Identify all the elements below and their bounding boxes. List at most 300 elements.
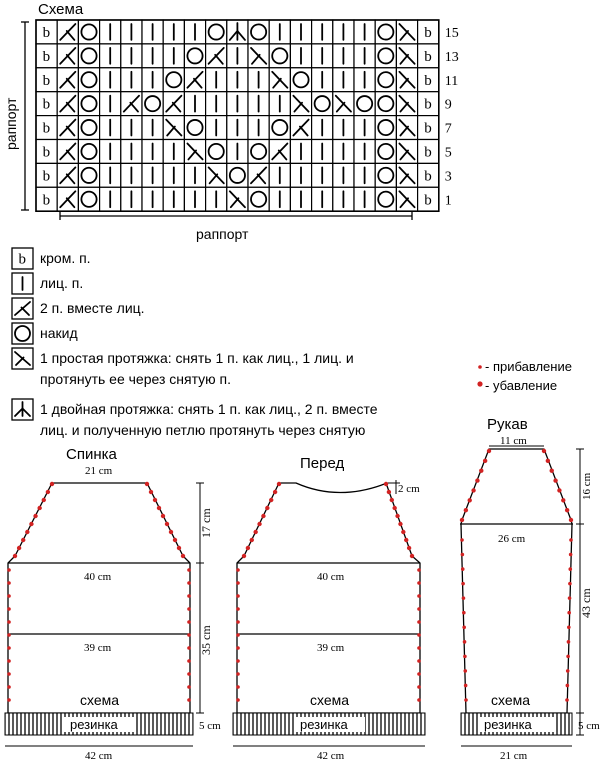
- svg-text:b: b: [42, 48, 51, 65]
- shaping-mark: [475, 478, 479, 482]
- shaping-mark: [161, 514, 165, 518]
- shaping-mark: [21, 538, 25, 542]
- row-number: 13: [444, 49, 459, 65]
- shaping-mark: [417, 646, 421, 650]
- front-chest-measure: 40 cm: [317, 571, 345, 583]
- chart-cell-knit-stitch-icon: [333, 140, 354, 164]
- chart-cell-yarn-over-icon: [206, 20, 227, 44]
- shaping-mark: [7, 594, 11, 598]
- chart-cell-knit-stitch-icon: [269, 20, 290, 44]
- svg-text:b: b: [42, 144, 51, 161]
- stitch-chart-grid: [36, 20, 439, 211]
- svg-text:b: b: [424, 120, 432, 137]
- shaping-mark: [550, 469, 554, 473]
- chart-cell-edge-stitch-icon: [36, 20, 57, 44]
- shaping-mark: [565, 508, 569, 512]
- shaping-mark: [417, 581, 421, 585]
- chart-cell-simple-pass-icon: [333, 92, 354, 116]
- front-title: Перед: [300, 455, 345, 472]
- chart-cell-knit-stitch-icon: [354, 20, 375, 44]
- shaping-mark: [187, 620, 191, 624]
- shaping-mark: [7, 620, 11, 624]
- knit-stitch-icon: [12, 273, 33, 294]
- chart-cell-simple-pass-icon: [163, 116, 184, 140]
- chart-cell-k2tog-icon: [57, 187, 78, 211]
- legend-text: кром. п.: [40, 250, 91, 266]
- chart-cell-knit-stitch-icon: [163, 140, 184, 164]
- chart-cell-knit-stitch-icon: [290, 187, 311, 211]
- chart-cell-edge-stitch-icon: [36, 68, 57, 92]
- shaping-mark: [37, 506, 41, 510]
- legend-text: лиц. и полученную петлю протянуть через снятую: [40, 422, 366, 438]
- svg-text:b: b: [42, 96, 51, 113]
- bottom-repeat-bracket: [60, 212, 412, 220]
- row-number: 1: [444, 193, 452, 209]
- back-piece: [5, 446, 221, 762]
- shaping-mark: [236, 607, 240, 611]
- chart-cell-knit-stitch-icon: [227, 68, 248, 92]
- shaping-mark: [7, 659, 11, 663]
- shaping-mark: [7, 685, 11, 689]
- front-rib-label: резинка: [300, 717, 348, 732]
- shaping-mark: [566, 684, 570, 688]
- shaping-mark: [236, 568, 240, 572]
- chart-cell-knit-stitch-icon: [333, 68, 354, 92]
- chart-cell-knit-stitch-icon: [142, 116, 163, 140]
- chart-cell-knit-stitch-icon: [354, 187, 375, 211]
- side-repeat-bracket: [21, 22, 29, 210]
- shaping-mark: [236, 581, 240, 585]
- chart-cell-yarn-over-icon: [312, 92, 333, 116]
- svg-text:b: b: [42, 192, 51, 209]
- shaping-mark: [460, 538, 464, 542]
- shaping-mark: [395, 514, 399, 518]
- chart-cell-knit-stitch-icon: [290, 44, 311, 68]
- chart-cell-k2tog-icon: [57, 140, 78, 164]
- shaping-mark: [7, 698, 11, 702]
- chart-cell-knit-stitch-icon: [290, 163, 311, 187]
- chart-cell-simple-pass-icon: [227, 187, 248, 211]
- chart-cell-knit-stitch-icon: [227, 92, 248, 116]
- row-number: 11: [444, 73, 459, 89]
- decrease-mark-icon: [477, 381, 482, 386]
- chart-cell-k2tog-icon: [163, 92, 184, 116]
- chart-cell-simple-pass-icon: [290, 92, 311, 116]
- sleeve-increase-decrease-marks: [460, 449, 573, 702]
- svg-text:b: b: [424, 72, 432, 89]
- shaping-mark: [153, 498, 157, 502]
- chart-cell-knit-stitch-icon: [142, 20, 163, 44]
- shaping-mark: [181, 554, 185, 558]
- chart-cell-k2tog-icon: [57, 163, 78, 187]
- chart-cell-knit-stitch-icon: [227, 44, 248, 68]
- shaping-mark: [149, 490, 153, 494]
- chart-cell-k2tog-icon: [57, 68, 78, 92]
- shaping-mark: [187, 581, 191, 585]
- shaping-mark: [461, 553, 465, 557]
- shaping-mark: [417, 620, 421, 624]
- shaping-mark: [553, 478, 557, 482]
- svg-text:b: b: [42, 24, 51, 41]
- chart-cell-knit-stitch-icon: [333, 187, 354, 211]
- back-bottom-measure: 42 cm: [85, 750, 113, 762]
- shaping-mark: [471, 488, 475, 492]
- svg-text:b: b: [424, 48, 432, 65]
- chart-cell-knit-stitch-icon: [100, 163, 121, 187]
- chart-cell-knit-stitch-icon: [142, 44, 163, 68]
- chart-cell-yarn-over-icon: [375, 163, 396, 187]
- edge-stitch-icon: [12, 248, 33, 269]
- shaping-mark: [568, 582, 572, 586]
- yarn-over-icon: [12, 323, 33, 344]
- back-decrease-marks: [7, 482, 191, 702]
- chart-cell-knit-stitch-icon: [248, 92, 269, 116]
- chart-cell-yarn-over-icon: [375, 187, 396, 211]
- chart-cell-knit-stitch-icon: [354, 68, 375, 92]
- chart-cell-knit-stitch-icon: [121, 20, 142, 44]
- chart-cell-knit-stitch-icon: [184, 92, 205, 116]
- chart-cell-knit-stitch-icon: [290, 20, 311, 44]
- shaping-mark: [569, 538, 573, 542]
- chart-cell-knit-stitch-icon: [100, 116, 121, 140]
- shaping-mark: [50, 482, 54, 486]
- back-chest-measure: 40 cm: [84, 571, 112, 583]
- legend-item: [12, 348, 354, 387]
- chart-cell-knit-stitch-icon: [354, 44, 375, 68]
- chart-cell-knit-stitch-icon: [121, 163, 142, 187]
- shaping-mark: [257, 522, 261, 526]
- chart-cell-knit-stitch-icon: [312, 163, 333, 187]
- scheme-title: Схема: [38, 1, 84, 18]
- legend-text: накид: [40, 325, 78, 341]
- back-armhole-measure: 17 cm: [199, 508, 213, 538]
- chart-cell-knit-stitch-icon: [163, 20, 184, 44]
- svg-text:b: b: [424, 24, 432, 41]
- chart-cell-edge-stitch-icon: [418, 187, 439, 211]
- front-scheme-label: схема: [310, 692, 350, 708]
- shaping-mark: [42, 498, 46, 502]
- bottom-repeat-label: раппорт: [196, 226, 249, 242]
- sleeve-bottom-measure: 21 cm: [500, 750, 528, 762]
- chart-cell-yarn-over-icon: [375, 92, 396, 116]
- chart-cell-yarn-over-icon: [78, 187, 99, 211]
- chart-cell-edge-stitch-icon: [418, 140, 439, 164]
- shaping-mark: [277, 482, 281, 486]
- chart-cell-k2tog-icon: [57, 44, 78, 68]
- chart-cell-knit-stitch-icon: [290, 140, 311, 164]
- chart-cell-knit-stitch-icon: [333, 163, 354, 187]
- chart-cell-k2tog-icon: [57, 92, 78, 116]
- shaping-mark: [187, 698, 191, 702]
- chart-cell-edge-stitch-icon: [36, 44, 57, 68]
- shaping-mark: [417, 659, 421, 663]
- shaping-mark: [407, 546, 411, 550]
- chart-cell-knit-stitch-icon: [100, 140, 121, 164]
- chart-cell-knit-stitch-icon: [100, 68, 121, 92]
- chart-cell-knit-stitch-icon: [312, 44, 333, 68]
- simple-pass-icon: [12, 348, 33, 369]
- shaping-mark: [569, 518, 573, 522]
- shaping-mark: [417, 685, 421, 689]
- symbol-legend: [12, 248, 378, 438]
- chart-cell-knit-stitch-icon: [333, 44, 354, 68]
- shaping-mark: [187, 659, 191, 663]
- svg-text:b: b: [18, 251, 26, 268]
- chart-cell-yarn-over-icon: [142, 92, 163, 116]
- chart-cell-knit-stitch-icon: [312, 68, 333, 92]
- back-scheme-label: схема: [80, 692, 120, 708]
- shaping-mark: [479, 469, 483, 473]
- chart-cell-knit-stitch-icon: [100, 92, 121, 116]
- chart-cell-edge-stitch-icon: [36, 163, 57, 187]
- chart-cell-edge-stitch-icon: [418, 92, 439, 116]
- chart-cell-knit-stitch-icon: [333, 116, 354, 140]
- shaping-mark: [7, 633, 11, 637]
- marks-legend: [477, 359, 572, 393]
- chart-cell-simple-pass-icon: [396, 92, 417, 116]
- shaping-mark: [462, 611, 466, 615]
- chart-cell-edge-stitch-icon: [418, 44, 439, 68]
- chart-cell-edge-stitch-icon: [36, 187, 57, 211]
- legend-item: [12, 298, 145, 319]
- shaping-mark: [157, 506, 161, 510]
- shaping-mark: [187, 607, 191, 611]
- chart-cell-knit-stitch-icon: [121, 140, 142, 164]
- shaping-mark: [17, 546, 21, 550]
- chart-cell-yarn-over-icon: [78, 92, 99, 116]
- chart-cell-yarn-over-icon: [375, 44, 396, 68]
- chart-cell-yarn-over-icon: [269, 116, 290, 140]
- legend-item: [12, 323, 78, 344]
- legend-text: лиц. п.: [40, 275, 84, 291]
- shaping-mark: [173, 538, 177, 542]
- shaping-mark: [463, 655, 467, 659]
- chart-cell-knit-stitch-icon: [312, 187, 333, 211]
- shaping-mark: [187, 633, 191, 637]
- sleeve-scheme-label: схема: [491, 692, 531, 708]
- chart-cell-yarn-over-icon: [78, 44, 99, 68]
- chart-cell-knit-stitch-icon: [227, 140, 248, 164]
- shaping-mark: [464, 508, 468, 512]
- back-waist-measure: 39 cm: [84, 642, 112, 654]
- shaping-mark: [398, 522, 402, 526]
- shaping-mark: [461, 567, 465, 571]
- shaping-mark: [236, 633, 240, 637]
- shaping-mark: [568, 596, 572, 600]
- chart-cell-simple-pass-icon: [269, 68, 290, 92]
- front-neck-depth-measure: 2 cm: [398, 483, 420, 495]
- chart-cell-knit-stitch-icon: [121, 116, 142, 140]
- shaping-mark: [468, 498, 472, 502]
- chart-cell-knit-stitch-icon: [184, 163, 205, 187]
- shaping-mark: [568, 567, 572, 571]
- chart-cell-yarn-over-icon: [375, 140, 396, 164]
- shaping-mark: [462, 625, 466, 629]
- front-waist-measure: 39 cm: [317, 642, 345, 654]
- shaping-mark: [464, 684, 468, 688]
- shaping-mark: [273, 490, 277, 494]
- front-decrease-marks: [236, 482, 421, 702]
- chart-cell-k2tog-icon: [290, 116, 311, 140]
- shaping-mark: [463, 640, 467, 644]
- shaping-mark: [567, 611, 571, 615]
- back-body-height-measure: 35 cm: [199, 625, 213, 655]
- shaping-mark: [7, 607, 11, 611]
- increase-label: - прибавление: [485, 359, 572, 374]
- front-piece: [233, 455, 425, 762]
- chart-cell-edge-stitch-icon: [418, 116, 439, 140]
- chart-cell-yarn-over-icon: [78, 163, 99, 187]
- chart-cell-k2tog-icon: [121, 92, 142, 116]
- shaping-mark: [561, 498, 565, 502]
- chart-cell-knit-stitch-icon: [142, 163, 163, 187]
- chart-cell-yarn-over-icon: [206, 140, 227, 164]
- chart-cell-knit-stitch-icon: [354, 140, 375, 164]
- chart-cell-k2tog-icon: [269, 140, 290, 164]
- row-number: 7: [444, 121, 452, 137]
- legend-item: [12, 273, 83, 294]
- legend-text: 1 простая протяжка: снять 1 п. как лиц., 1 лиц. и: [40, 350, 354, 366]
- chart-cell-edge-stitch-icon: [418, 68, 439, 92]
- chart-cell-knit-stitch-icon: [184, 20, 205, 44]
- row-number: 5: [444, 145, 452, 161]
- back-rib-label: резинка: [70, 717, 118, 732]
- chart-cell-yarn-over-icon: [248, 187, 269, 211]
- shaping-mark: [464, 698, 468, 702]
- shaping-mark: [13, 554, 17, 558]
- shaping-mark: [33, 514, 37, 518]
- chart-cell-knit-stitch-icon: [100, 187, 121, 211]
- sleeve-piece: [460, 416, 600, 762]
- chart-cell-edge-stitch-icon: [418, 20, 439, 44]
- shaping-mark: [145, 482, 149, 486]
- chart-cell-simple-pass-icon: [248, 44, 269, 68]
- shaping-mark: [417, 672, 421, 676]
- chart-cell-knit-stitch-icon: [354, 116, 375, 140]
- row-number: 15: [444, 25, 459, 41]
- shaping-mark: [269, 498, 273, 502]
- chart-cell-k2tog-icon: [57, 116, 78, 140]
- shaping-mark: [187, 594, 191, 598]
- shaping-mark: [401, 530, 405, 534]
- chart-cell-yarn-over-icon: [354, 92, 375, 116]
- shaping-mark: [236, 620, 240, 624]
- back-rib-height-measure: 5 cm: [199, 720, 221, 732]
- svg-text:b: b: [424, 168, 432, 185]
- chart-cell-knit-stitch-icon: [312, 20, 333, 44]
- shaping-mark: [542, 449, 546, 453]
- chart-cell-k2tog-icon: [184, 68, 205, 92]
- chart-cell-knit-stitch-icon: [121, 187, 142, 211]
- chart-cell-yarn-over-icon: [184, 44, 205, 68]
- sleeve-length-measure: 43 cm: [579, 588, 593, 618]
- shaping-mark: [177, 546, 181, 550]
- legend-item: [12, 399, 378, 438]
- shaping-mark: [487, 449, 491, 453]
- chart-cell-knit-stitch-icon: [312, 116, 333, 140]
- chart-cell-simple-pass-icon: [396, 163, 417, 187]
- chart-cell-yarn-over-icon: [184, 116, 205, 140]
- shaping-mark: [463, 669, 467, 673]
- double-pass-icon: [12, 399, 33, 420]
- svg-text:b: b: [424, 192, 432, 209]
- chart-cell-knit-stitch-icon: [269, 92, 290, 116]
- chart-cell-knit-stitch-icon: [142, 68, 163, 92]
- chart-cell-yarn-over-icon: [78, 68, 99, 92]
- chart-cell-simple-pass-icon: [396, 44, 417, 68]
- shaping-mark: [253, 530, 257, 534]
- shaping-mark: [25, 530, 29, 534]
- chart-cell-yarn-over-icon: [375, 116, 396, 140]
- shaping-mark: [187, 672, 191, 676]
- shaping-mark: [261, 514, 265, 518]
- shaping-mark: [169, 530, 173, 534]
- chart-cell-knit-stitch-icon: [269, 163, 290, 187]
- shaping-mark: [417, 594, 421, 598]
- chart-cell-knit-stitch-icon: [248, 68, 269, 92]
- shaping-mark: [417, 633, 421, 637]
- shaping-mark: [410, 554, 414, 558]
- legend-text: протянуть ее через снятую п.: [40, 371, 232, 387]
- chart-cell-simple-pass-icon: [396, 140, 417, 164]
- chart-cell-knit-stitch-icon: [142, 140, 163, 164]
- shaping-mark: [404, 538, 408, 542]
- chart-cell-simple-pass-icon: [396, 116, 417, 140]
- chart-cell-knit-stitch-icon: [163, 163, 184, 187]
- shaping-mark: [29, 522, 33, 526]
- shaping-mark: [236, 646, 240, 650]
- chart-cell-knit-stitch-icon: [354, 163, 375, 187]
- decrease-label: - убавление: [485, 378, 558, 393]
- shaping-mark: [250, 538, 254, 542]
- shaping-mark: [569, 553, 573, 557]
- shaping-mark: [462, 596, 466, 600]
- shaping-mark: [384, 482, 388, 486]
- shaping-mark: [483, 459, 487, 463]
- chart-cell-double-pass-icon: [227, 20, 248, 44]
- chart-cell-yarn-over-icon: [227, 163, 248, 187]
- chart-cell-yarn-over-icon: [269, 44, 290, 68]
- chart-cell-simple-pass-icon: [396, 187, 417, 211]
- shaping-mark: [236, 698, 240, 702]
- chart-cell-yarn-over-icon: [375, 20, 396, 44]
- increase-mark-icon: [478, 365, 482, 369]
- front-bottom-measure: 42 cm: [317, 750, 345, 762]
- shaping-mark: [187, 685, 191, 689]
- chart-cell-knit-stitch-icon: [269, 187, 290, 211]
- chart-cell-yarn-over-icon: [163, 68, 184, 92]
- chart-cell-yarn-over-icon: [78, 20, 99, 44]
- chart-cell-knit-stitch-icon: [100, 44, 121, 68]
- sleeve-rib-label: резинка: [484, 717, 532, 732]
- back-neck-measure: 21 cm: [85, 465, 113, 477]
- svg-text:b: b: [42, 72, 51, 89]
- chart-cell-simple-pass-icon: [396, 68, 417, 92]
- chart-cell-knit-stitch-icon: [163, 187, 184, 211]
- shaping-mark: [460, 518, 464, 522]
- shaping-mark: [187, 646, 191, 650]
- back-title: Спинка: [66, 446, 117, 463]
- shaping-mark: [236, 672, 240, 676]
- chart-cell-yarn-over-icon: [78, 116, 99, 140]
- k2tog-icon: [12, 298, 33, 319]
- legend-text: 1 двойная протяжка: снять 1 п. как лиц., 2 п. вместе: [40, 401, 378, 417]
- shaping-mark: [7, 672, 11, 676]
- chart-cell-k2tog-icon: [57, 20, 78, 44]
- chart-cell-knit-stitch-icon: [121, 68, 142, 92]
- chart-cell-k2tog-icon: [206, 44, 227, 68]
- chart-cell-knit-stitch-icon: [312, 140, 333, 164]
